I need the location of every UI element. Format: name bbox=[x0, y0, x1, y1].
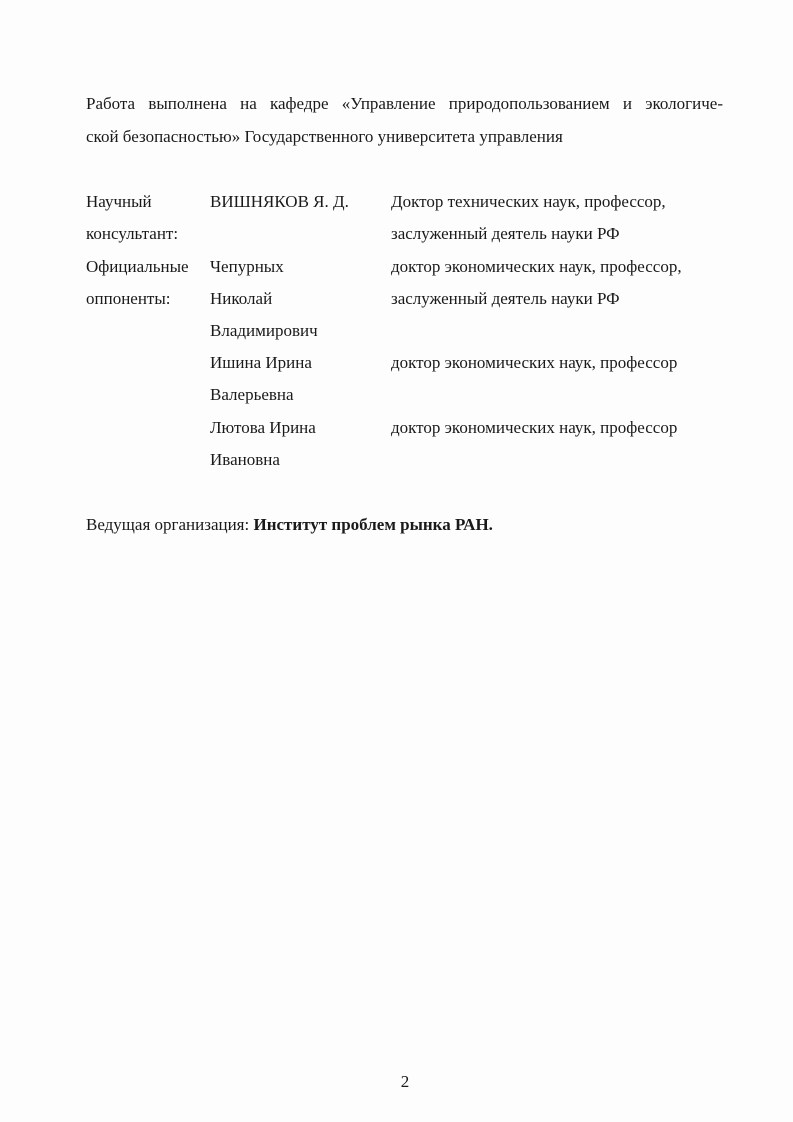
consultant-name: ВИШНЯКОВ Я. Д. bbox=[210, 192, 349, 211]
opponent-1-name-line-2: Николай bbox=[210, 289, 273, 308]
lead-org-line bbox=[86, 515, 493, 535]
opponents-label-line-1: Официальные bbox=[86, 257, 189, 276]
consultant-label-line-1: Научный bbox=[86, 192, 152, 211]
consultant-title-line-2: заслуженный деятель науки РФ bbox=[391, 224, 620, 243]
opponent-2-name-line-2: Валерьевна bbox=[210, 385, 294, 404]
opponent-1-title-line-2: заслуженный деятель науки РФ bbox=[391, 289, 620, 308]
opponent-3-name-line-1: Лютова Ирина bbox=[210, 418, 316, 437]
opponent-2-name-line-1: Ишина Ирина bbox=[210, 353, 312, 372]
opponent-3-name-line-2: Ивановна bbox=[210, 450, 280, 469]
opponent-1-title-line-1: доктор экономических наук, профессор, bbox=[391, 257, 682, 276]
opponents-label-line-2: оппоненты: bbox=[86, 289, 171, 308]
lead-org-label: Ведущая организация: bbox=[86, 515, 254, 534]
intro-line-1: Работа выполнена на кафедре «Управление природопользованием и экологиче- bbox=[86, 94, 723, 113]
opponent-2-title-line-1: доктор экономических наук, профессор bbox=[391, 353, 678, 372]
opponent-1-name-line-3: Владимирович bbox=[210, 321, 318, 340]
lead-org-name: Институт проблем рынка РАН. bbox=[253, 515, 493, 534]
page-number: 2 bbox=[400, 1072, 410, 1091]
consultant-title-line-1: Доктор технических наук, профессор, bbox=[391, 192, 666, 211]
opponent-3-title-line-1: доктор экономических наук, профессор bbox=[391, 418, 678, 437]
intro-line-2: ской безопасностью» Государственного университета управления bbox=[86, 127, 563, 146]
opponent-1-name-line-1: Чепурных bbox=[210, 257, 284, 276]
consultant-label-line-2: консультант: bbox=[86, 224, 179, 243]
